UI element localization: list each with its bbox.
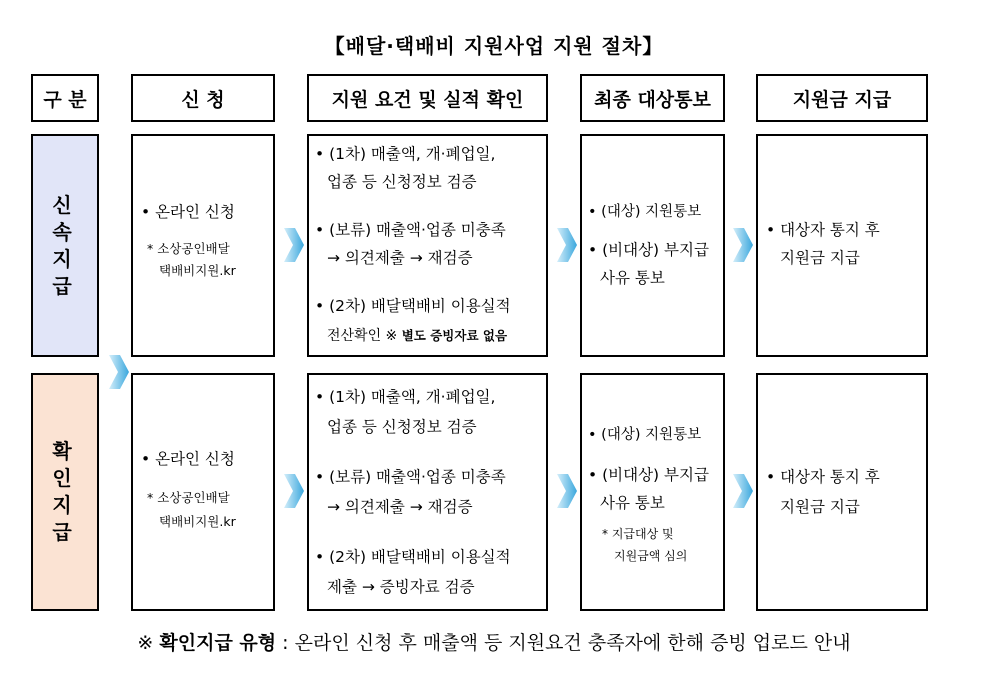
diagram-title: 【배달·택배비 지원사업 지원 절차】	[324, 34, 664, 58]
verify-check-2a: • (보류) 매출액·업종 미충족	[315, 468, 506, 486]
fast-pay-box	[756, 134, 928, 357]
category-verify-label: 확 인 지 급	[52, 439, 78, 544]
verify-apply-note-1: * 소상공인배달	[147, 490, 230, 505]
fast-notify-box	[580, 134, 725, 357]
verify-check-3a: • (2차) 배달택배비 이용실적	[315, 548, 511, 566]
verify-apply-line: • 온라인 신청	[141, 450, 235, 468]
footer-bold: 확인지급 유형	[159, 632, 277, 654]
fast-check-3a: • (2차) 배달택배비 이용실적	[315, 297, 511, 315]
fast-apply-box	[131, 134, 275, 357]
fast-check-3	[327, 324, 507, 348]
verify-check-box	[307, 373, 548, 611]
verify-check-1a: • (1차) 매출액, 개·폐업일,	[315, 388, 496, 406]
verify-apply-note-2: 택배비지원.kr	[159, 514, 236, 529]
fast-pay-1: • 대상자 통지 후	[766, 221, 880, 239]
verify-pay-2: 지원금 지급	[780, 498, 860, 516]
category-fast	[31, 134, 99, 357]
footer-prefix: ※	[137, 632, 160, 654]
arrow-fast-2-icon	[555, 228, 577, 262]
arrow-category-icon	[107, 355, 129, 389]
header-notify-label: 최종 대상통보	[594, 88, 711, 111]
fast-check-2b: → 의견제출 → 재검증	[327, 249, 473, 267]
verify-check-1b: 업종 등 신청정보 검증	[327, 418, 477, 436]
footer-note	[0, 628, 988, 655]
arrow-verify-3-icon	[731, 474, 753, 508]
header-check	[307, 74, 548, 122]
arrow-fast-3-icon	[731, 228, 753, 262]
category-fast-label: 신 속 지 급	[52, 192, 78, 298]
fast-check-box	[307, 134, 548, 357]
footer-rest: : 온라인 신청 후 매출액 등 지원요건 충족자에 한해 증빙 업로드 안내	[276, 632, 851, 654]
header-category	[31, 74, 99, 122]
verify-notify-note-1: * 지급대상 및	[602, 527, 674, 541]
verify-pay-box	[756, 373, 928, 611]
verify-check-2b: → 의견제출 → 재검증	[327, 498, 473, 516]
fast-check-1a: • (1차) 매출액, 개·폐업일,	[315, 145, 496, 163]
fast-apply-line: • 온라인 신청	[141, 203, 235, 221]
verify-notify-2b: 사유 통보	[600, 494, 665, 512]
verify-notify-note-2: 지원금액 심의	[614, 549, 688, 563]
fast-check-1b: 업종 등 신청정보 검증	[327, 173, 477, 191]
header-payment	[756, 74, 928, 122]
fast-apply-note-1: * 소상공인배달	[147, 241, 230, 256]
header-check-label: 지원 요건 및 실적 확인	[331, 88, 524, 111]
arrow-verify-1-icon	[282, 474, 304, 508]
header-notify	[580, 74, 725, 122]
category-verify	[31, 373, 99, 611]
verify-pay-1: • 대상자 통지 후	[766, 468, 880, 486]
fast-pay-2: 지원금 지급	[780, 249, 860, 267]
fast-check-2a: • (보류) 매출액·업종 미충족	[315, 221, 506, 239]
fast-notify-1: • (대상) 지원통보	[588, 204, 702, 220]
verify-notify-2a: • (비대상) 부지급	[588, 466, 709, 484]
fast-notify-2a: • (비대상) 부지급	[588, 241, 709, 259]
fast-apply-note-2: 택배비지원.kr	[159, 263, 236, 278]
verify-notify-box	[580, 373, 725, 611]
header-category-label: 구 분	[43, 88, 87, 111]
verify-check-3b: 제출 → 증빙자료 검증	[327, 578, 475, 596]
arrow-fast-1-icon	[282, 228, 304, 262]
verify-apply-box	[131, 373, 275, 611]
arrow-verify-2-icon	[555, 474, 577, 508]
header-apply	[131, 74, 275, 122]
header-payment-label: 지원금 지급	[792, 88, 892, 111]
verify-notify-1: • (대상) 지원통보	[588, 427, 702, 443]
header-apply-label: 신 청	[181, 88, 225, 111]
fast-notify-2b: 사유 통보	[600, 269, 665, 287]
fast-check-3c: 별도 증빙자료 없음	[401, 328, 508, 343]
fast-check-3b: 전산확인 ※	[327, 328, 398, 344]
